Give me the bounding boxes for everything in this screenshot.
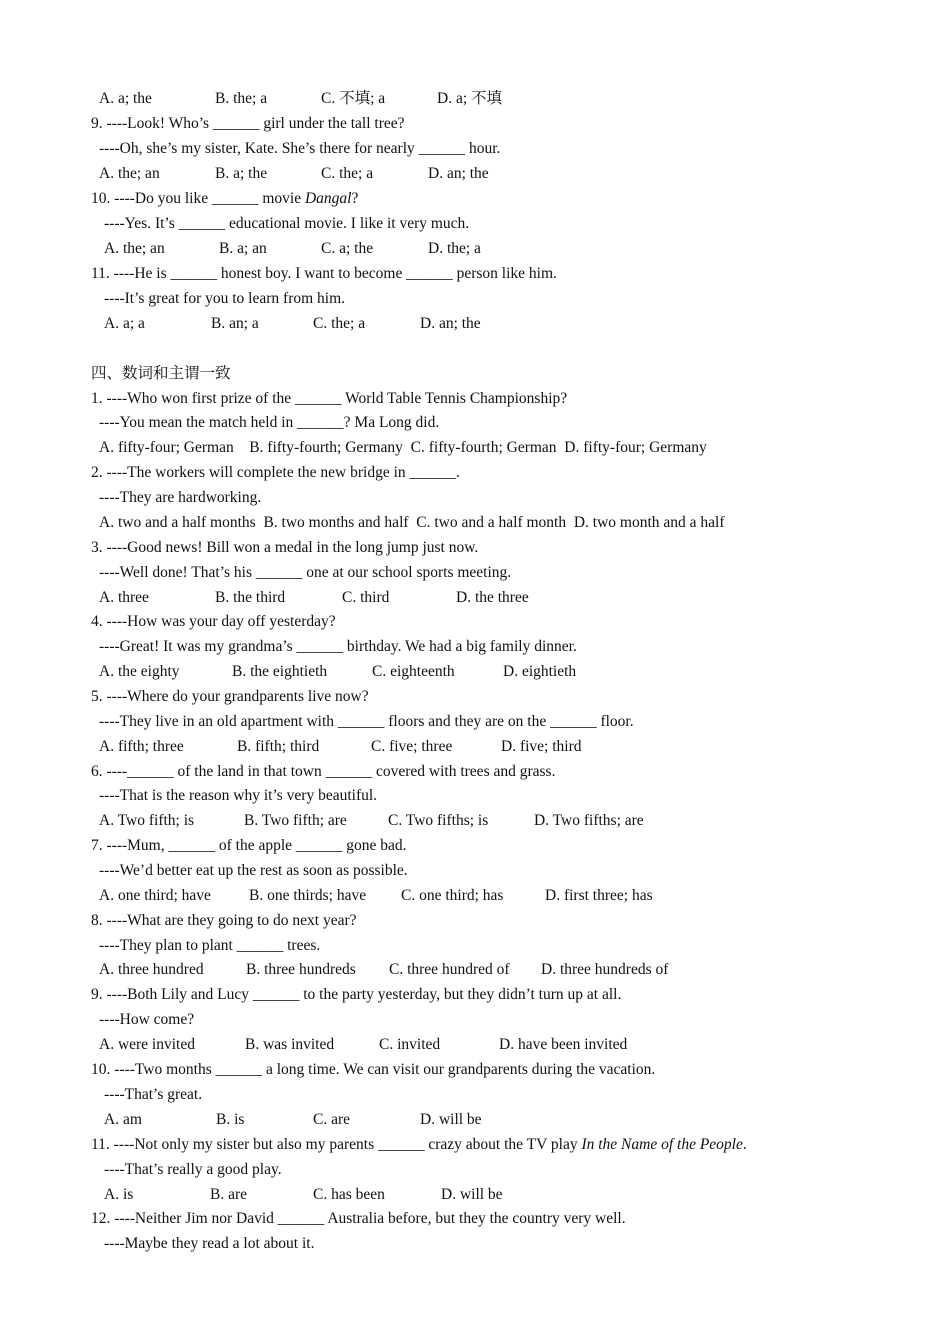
option-d: D. a; 不填 — [437, 90, 503, 107]
option-d: D. will be — [420, 1111, 482, 1128]
option-b: B. was invited — [245, 1036, 335, 1053]
question-stem: 8. ----What are they going to do next year? — [91, 912, 357, 929]
option-c: C. the; a — [321, 165, 374, 182]
option-d: D. the; a — [428, 240, 481, 257]
option-c: C. the; a — [313, 315, 366, 332]
question-reply: ----How come? — [99, 1011, 195, 1028]
option-a: A. the eighty — [99, 663, 180, 680]
option-c: C. are — [313, 1111, 351, 1128]
option-a: A. a; the — [99, 90, 152, 107]
option-b: B. Two fifth; are — [244, 812, 347, 829]
question-reply: ----Great! It was my grandma’s ______ birthday. We had a big family dinner. — [99, 638, 577, 655]
question-stem: 11. ----Not only my sister but also my parents ______ crazy about the TV play In the Name of the People. — [91, 1136, 747, 1153]
option-a: A. the; an — [104, 240, 165, 257]
option-a: A. three hundred — [99, 961, 204, 978]
option-a: A. the; an — [99, 165, 160, 182]
question-reply: ----Yes. It’s ______ educational movie. I like it very much. — [104, 215, 470, 232]
option-c: C. five; three — [371, 738, 453, 755]
option-c: C. three hundred of — [389, 961, 510, 978]
option-a: A. a; a — [104, 315, 145, 332]
option-d: D. will be — [441, 1186, 503, 1203]
question-stem: 6. ----______ of the land in that town ______ covered with trees and grass. — [91, 763, 556, 780]
question-reply: ----That’s great. — [104, 1086, 203, 1103]
question-reply: ----It’s great for you to learn from him. — [104, 290, 346, 307]
option-a: A. three — [99, 589, 149, 606]
option-b: B. an; a — [211, 315, 259, 332]
question-stem: 1. ----Who won first prize of the ______ World Table Tennis Championship? — [91, 390, 568, 407]
question-stem: 4. ----How was your day off yesterday? — [91, 613, 336, 630]
question-stem: 9. ----Both Lily and Lucy ______ to the party yesterday, but they didn’t turn up at all. — [91, 986, 622, 1003]
option-c: C. a; the — [321, 240, 374, 257]
option-a: A. Two fifth; is — [99, 812, 195, 829]
option-d: D. five; third — [501, 738, 582, 755]
question-reply: ----Well done! That’s his ______ one at our school sports meeting. — [99, 564, 512, 581]
option-d: D. three hundreds of — [541, 961, 669, 978]
question-reply: ----We’d better eat up the rest as soon as possible. — [99, 862, 408, 879]
tv-play-title: In the Name of the People — [581, 1136, 743, 1153]
question-reply: ----They are hardworking. — [99, 489, 262, 506]
option-c: C. eighteenth — [372, 663, 455, 680]
option-b: B. a; an — [219, 240, 267, 257]
option-d: D. eightieth — [503, 663, 577, 680]
option-a: A. were invited — [99, 1036, 195, 1053]
option-d: D. an; the — [428, 165, 489, 182]
option-c: C. one third; has — [401, 887, 504, 904]
question-reply: ----You mean the match held in ______? Ma Long did. — [99, 414, 440, 431]
question-reply: ----They plan to plant ______ trees. — [99, 937, 321, 954]
option-b: B. the eightieth — [232, 663, 328, 680]
options-row: A. two and a half months B. two months and half C. two and a half month D. two month and a half — [99, 514, 725, 531]
option-a: A. fifth; three — [99, 738, 184, 755]
option-b: B. the; a — [215, 90, 268, 107]
option-d: D. an; the — [420, 315, 481, 332]
option-d: D. Two fifths; are — [534, 812, 644, 829]
question-stem: 10. ----Two months ______ a long time. We can visit our grandparents during the vacation. — [91, 1061, 656, 1078]
question-stem: 5. ----Where do your grandparents live now? — [91, 688, 369, 705]
question-stem: 9. ----Look! Who’s ______ girl under the tall tree? — [91, 115, 405, 132]
movie-title: Dangal — [304, 190, 352, 207]
option-b: B. are — [210, 1186, 248, 1203]
question-stem: 2. ----The workers will complete the new bridge in ______. — [91, 464, 460, 481]
option-d: D. first three; has — [545, 887, 653, 904]
option-b: B. fifth; third — [237, 738, 320, 755]
section-title: 四、数词和主谓一致 — [91, 365, 231, 382]
question-reply: ----Oh, she’s my sister, Kate. She’s there for nearly ______ hour. — [99, 140, 501, 157]
option-a: A. am — [104, 1111, 142, 1128]
question-reply: ----Maybe they read a lot about it. — [104, 1235, 315, 1252]
option-b: B. the third — [215, 589, 286, 606]
question-stem: 7. ----Mum, ______ of the apple ______ gone bad. — [91, 837, 407, 854]
option-a: A. is — [104, 1186, 134, 1203]
option-d: D. the three — [456, 589, 529, 606]
option-c: C. invited — [379, 1036, 441, 1053]
question-reply: ----That’s really a good play. — [104, 1161, 282, 1178]
option-c: C. 不填; a — [321, 90, 386, 107]
question-stem: 10. ----Do you like ______ movie Dangal? — [91, 190, 359, 207]
question-reply: ----That is the reason why it’s very beautiful. — [99, 787, 378, 804]
option-a: A. one third; have — [99, 887, 211, 904]
question-stem: 3. ----Good news! Bill won a medal in the long jump just now. — [91, 539, 479, 556]
option-b: B. a; the — [215, 165, 268, 182]
option-b: B. one thirds; have — [249, 887, 367, 904]
option-d: D. have been invited — [499, 1036, 628, 1053]
option-c: C. third — [342, 589, 390, 606]
question-reply: ----They live in an old apartment with ______ floors and they are on the ______ floor. — [99, 713, 634, 730]
question-stem: 12. ----Neither Jim nor David ______ Australia before, but they the country very well. — [91, 1210, 626, 1227]
options-row: A. fifty-four; German B. fifty-fourth; Germany C. fifty-fourth; German D. fifty-four; Germany — [99, 439, 707, 456]
option-b: B. is — [216, 1111, 245, 1128]
option-c: C. has been — [313, 1186, 385, 1203]
option-b: B. three hundreds — [246, 961, 356, 978]
option-c: C. Two fifths; is — [388, 812, 489, 829]
question-stem: 11. ----He is ______ honest boy. I want to become ______ person like him. — [91, 265, 557, 282]
